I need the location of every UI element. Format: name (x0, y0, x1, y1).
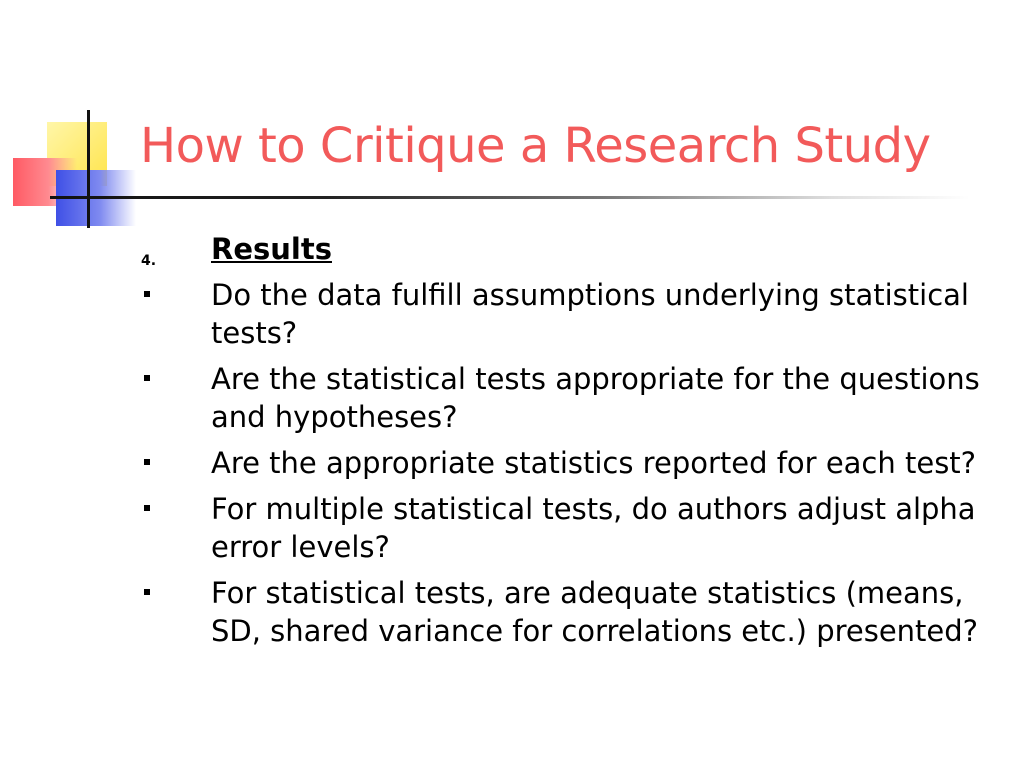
bullet-text: For statistical tests, are adequate statistics (means, SD, shared variance for correlations etc.) presented? (211, 576, 979, 648)
bullet-item (140, 574, 1010, 650)
slide-content (140, 230, 1010, 658)
section-heading-item (140, 230, 1010, 268)
bullet-item (140, 490, 1010, 566)
bullet-text: Do the data fulfill assumptions underlying statistical tests? (211, 278, 969, 350)
bullet-text: Are the statistical tests appropriate for the questions and hypotheses? (211, 362, 980, 434)
bullet-item (140, 444, 1010, 482)
slide-title: How to Critique a Research Study (140, 118, 931, 174)
square-bullet-icon (144, 291, 150, 297)
logo-vertical-line (87, 110, 90, 228)
square-bullet-icon (144, 505, 150, 511)
bullet-text: For multiple statistical tests, do authors adjust alpha error levels? (211, 492, 976, 564)
bullet-text: Are the appropriate statistics reported for each test? (211, 446, 977, 480)
square-bullet-icon (144, 375, 150, 381)
section-number: 4. (141, 253, 157, 269)
bullet-item (140, 276, 1010, 352)
bullet-item (140, 360, 1010, 436)
section-heading: Results (211, 232, 332, 266)
square-bullet-icon (144, 589, 150, 595)
title-divider-line (50, 196, 970, 199)
square-bullet-icon (144, 459, 150, 465)
